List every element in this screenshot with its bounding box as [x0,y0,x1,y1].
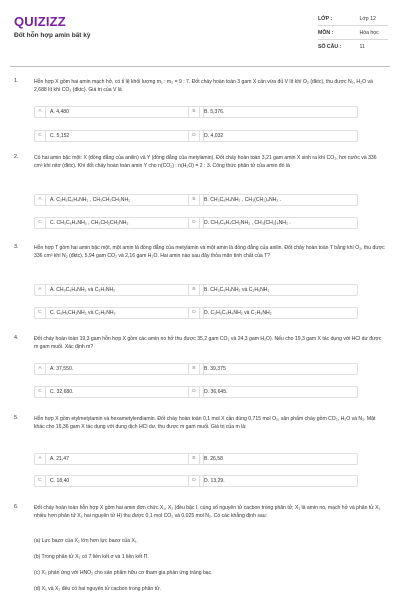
option-letter: B [189,195,200,205]
option-text: B. 5,376. [204,109,225,115]
option-letter: A [35,454,46,464]
option-letter: C [35,476,46,486]
statement-d: (d) X₁ và X₂ đều có hai nguyên tử cacbon trong phân tử. [34,586,161,592]
meta-class-value: Lớp 12 [359,16,376,22]
option-c[interactable] [34,475,204,487]
option-letter: A [35,285,46,295]
option-text: D. 13,29. [204,478,225,484]
option-d[interactable] [188,217,358,229]
option-text: C. C₆H₅CH₂NH₂ và C₂H₅NH₂ [50,310,116,316]
question-text: Có hai amin bậc một: X (đồng đẳng của anilin) và Y (đồng đẳng của metylamin). Đốt cháy hoàn toàn 3,21 gam amin X sinh ra khí CO₂, hơi nước và 336 cm³ khí nitơ (đktc). Khi đốt cháy hoàn toàn amin Y cho n(CO₂) : n(H₂O) = 2 : 3. Công thức phân tử của amin đó là [34,155,377,169]
option-text: A. 4,480 [50,109,69,115]
option-b[interactable] [188,453,358,465]
option-text: C. 32,680. [50,389,74,395]
option-letter: D [189,387,200,397]
meta-class [318,16,376,22]
option-a[interactable] [34,453,204,465]
option-letter: D [189,131,200,141]
option-letter: B [189,364,200,374]
quizizz-logo: QUIZIZZ [14,14,66,29]
meta-count-value: 11 [359,44,365,50]
option-text: D. C₂H₅C₆H₄NH₂ và C₂H₅NH₂ [204,310,272,316]
option-text: C. 5,152 [50,133,70,139]
option-a[interactable] [34,106,204,118]
option-letter: C [35,218,46,228]
meta-subject [318,30,379,36]
option-letter: D [189,218,200,228]
option-text: A. 37,550. [50,366,74,372]
statement-c: (c) X₂ phản ứng với HNO₂ cho sản phẩm hữu cơ tham gia phản ứng tráng bạc. [34,570,213,576]
header-divider [10,66,390,67]
option-a[interactable] [34,363,204,375]
question-text: Đốt cháy hoàn toàn 19,3 gam hỗn hợp X gồm các amin no hở thu được 35,2 gam CO₂ và 24,3 gam H₂O). Nếu cho 19,3 gam X tác dụng với HCl dư được m gam muối. Xác định m? [34,336,382,350]
question-text: Hỗn hợp T gồm hai amin bậc một, một amin là đồng đẳng của metylamin và một amin là đồng đẳng của anilin. Đốt cháy hoàn toàn T bằng khí O₂, thu được 336 cm³ khí N₂ (đktc), 5,94 gam CO₂ và 2,16 gam H₂O. Hai amin nào sau đây thỏa mãn tính chất của T? [34,245,385,259]
meta-count-key: SỐ CÂU : [318,44,342,50]
option-text: B. 39,375 [204,366,226,372]
question-number: 6. [14,504,19,510]
statement-b: (b) Trong phân tử X₂ có 7 liên kết σ và 1 liên kết Π. [34,554,149,560]
question-number: 2. [14,154,19,160]
option-d[interactable] [188,130,358,142]
option-b[interactable] [188,363,358,375]
question-text: Hỗn hợp X gồm hai amin mạch hở, có tỉ lệ khối lượng m₁ : m₂ = 9 : 7. Đốt cháy hoàn toàn 3 gam X cần vừa đủ V lít khí O₂ (đktc), thu được N₂, H₂O và 2,688 lít khí CO₂ (đktc). Giá trị của V là [34,79,373,93]
option-text: A. CH₃C₆H₄NH₂ và C₃H₇NH₂ [50,287,116,293]
option-text: B. 26,58 [204,456,223,462]
option-a[interactable] [34,194,204,206]
option-text: D. CH₃C₆H₄CH₂NH₂ , CH₃(CH₂)₄NH₂ . [204,220,291,226]
option-d[interactable] [188,386,358,398]
meta-count [318,44,365,50]
meta-divider [318,25,388,26]
option-text: C. 18,40 [50,478,70,484]
statement-a: (a) Lực bazơ của X₂ lớn hơn lực bazơ của X₁. [34,538,139,544]
option-text: C. CH₃C₆H₄NH₂ , CH₃CH₂CH₂NH₂ [50,220,129,226]
option-letter: C [35,387,46,397]
option-letter: B [189,454,200,464]
option-letter: C [35,308,46,318]
option-letter: A [35,364,46,374]
question-text: Hỗn hợp X gồm etylmetylamin và hexametylendiamin. Đốt cháy hoàn toàn 0,1 mol X cần dùng 0,715 mol O₂, sản phẩm cháy gồm CO₂, H₂O và N₂. Mặt khác cho 16,36 gam X tác dụng với dung dịch HCl dư, thu được m gam muối. Giá trị của m là: [34,416,376,430]
meta-subject-value: Hóa học [359,30,379,36]
option-b[interactable] [188,194,358,206]
question-number: 1. [14,78,19,84]
option-c[interactable] [34,217,204,229]
meta-class-key: LỚP : [318,16,333,22]
option-a[interactable] [34,284,204,296]
option-text: B. CH₃C₆H₄NH₂ , CH₃(CH₂)₄NH₂ . [204,197,282,203]
question-text: Đốt cháy hoàn toàn hỗn hợp X gồm hai amin đơn chức X₁, X₂ (đều bậc I, cùng số nguyên tử cacbon trong phân tử; X₁ là amin no, mạch hở và phân tử X₁ nhiều hơn phân tử X₂ hai nguyên tử H) thu được 0,1 mol CO₂ và 0,025 mol N₂. Có các khẳng định sau: [34,505,381,519]
option-d[interactable] [188,307,358,319]
option-letter: A [35,107,46,117]
meta-subject-key: MÔN : [318,30,334,36]
option-letter: D [189,308,200,318]
option-letter: A [35,195,46,205]
option-c[interactable] [34,386,204,398]
question-number: 5. [14,415,19,421]
option-letter: C [35,131,46,141]
page-title: Đốt hỗn hợp amin bất kỳ [14,32,91,39]
option-text: A. 21,47 [50,456,69,462]
option-text: B. CH₃C₆H₄NH₂ và C₂H₅NH₂ [204,287,270,293]
option-letter: B [189,285,200,295]
option-text: D. 4,032 [204,133,224,139]
option-letter: D [189,476,200,486]
question-number: 4. [14,335,19,341]
option-text: D. 36,645. [204,389,228,395]
option-b[interactable] [188,284,358,296]
option-letter: B [189,107,200,117]
meta-divider [318,39,388,40]
option-c[interactable] [34,307,204,319]
page-header [0,0,400,62]
option-b[interactable] [188,106,358,118]
question-number: 3. [14,244,19,250]
option-text: A. C₂H₅C₆H₄NH₂ , CH₃CH₂CH₂NH₂ [50,197,131,203]
option-c[interactable] [34,130,204,142]
option-d[interactable] [188,475,358,487]
